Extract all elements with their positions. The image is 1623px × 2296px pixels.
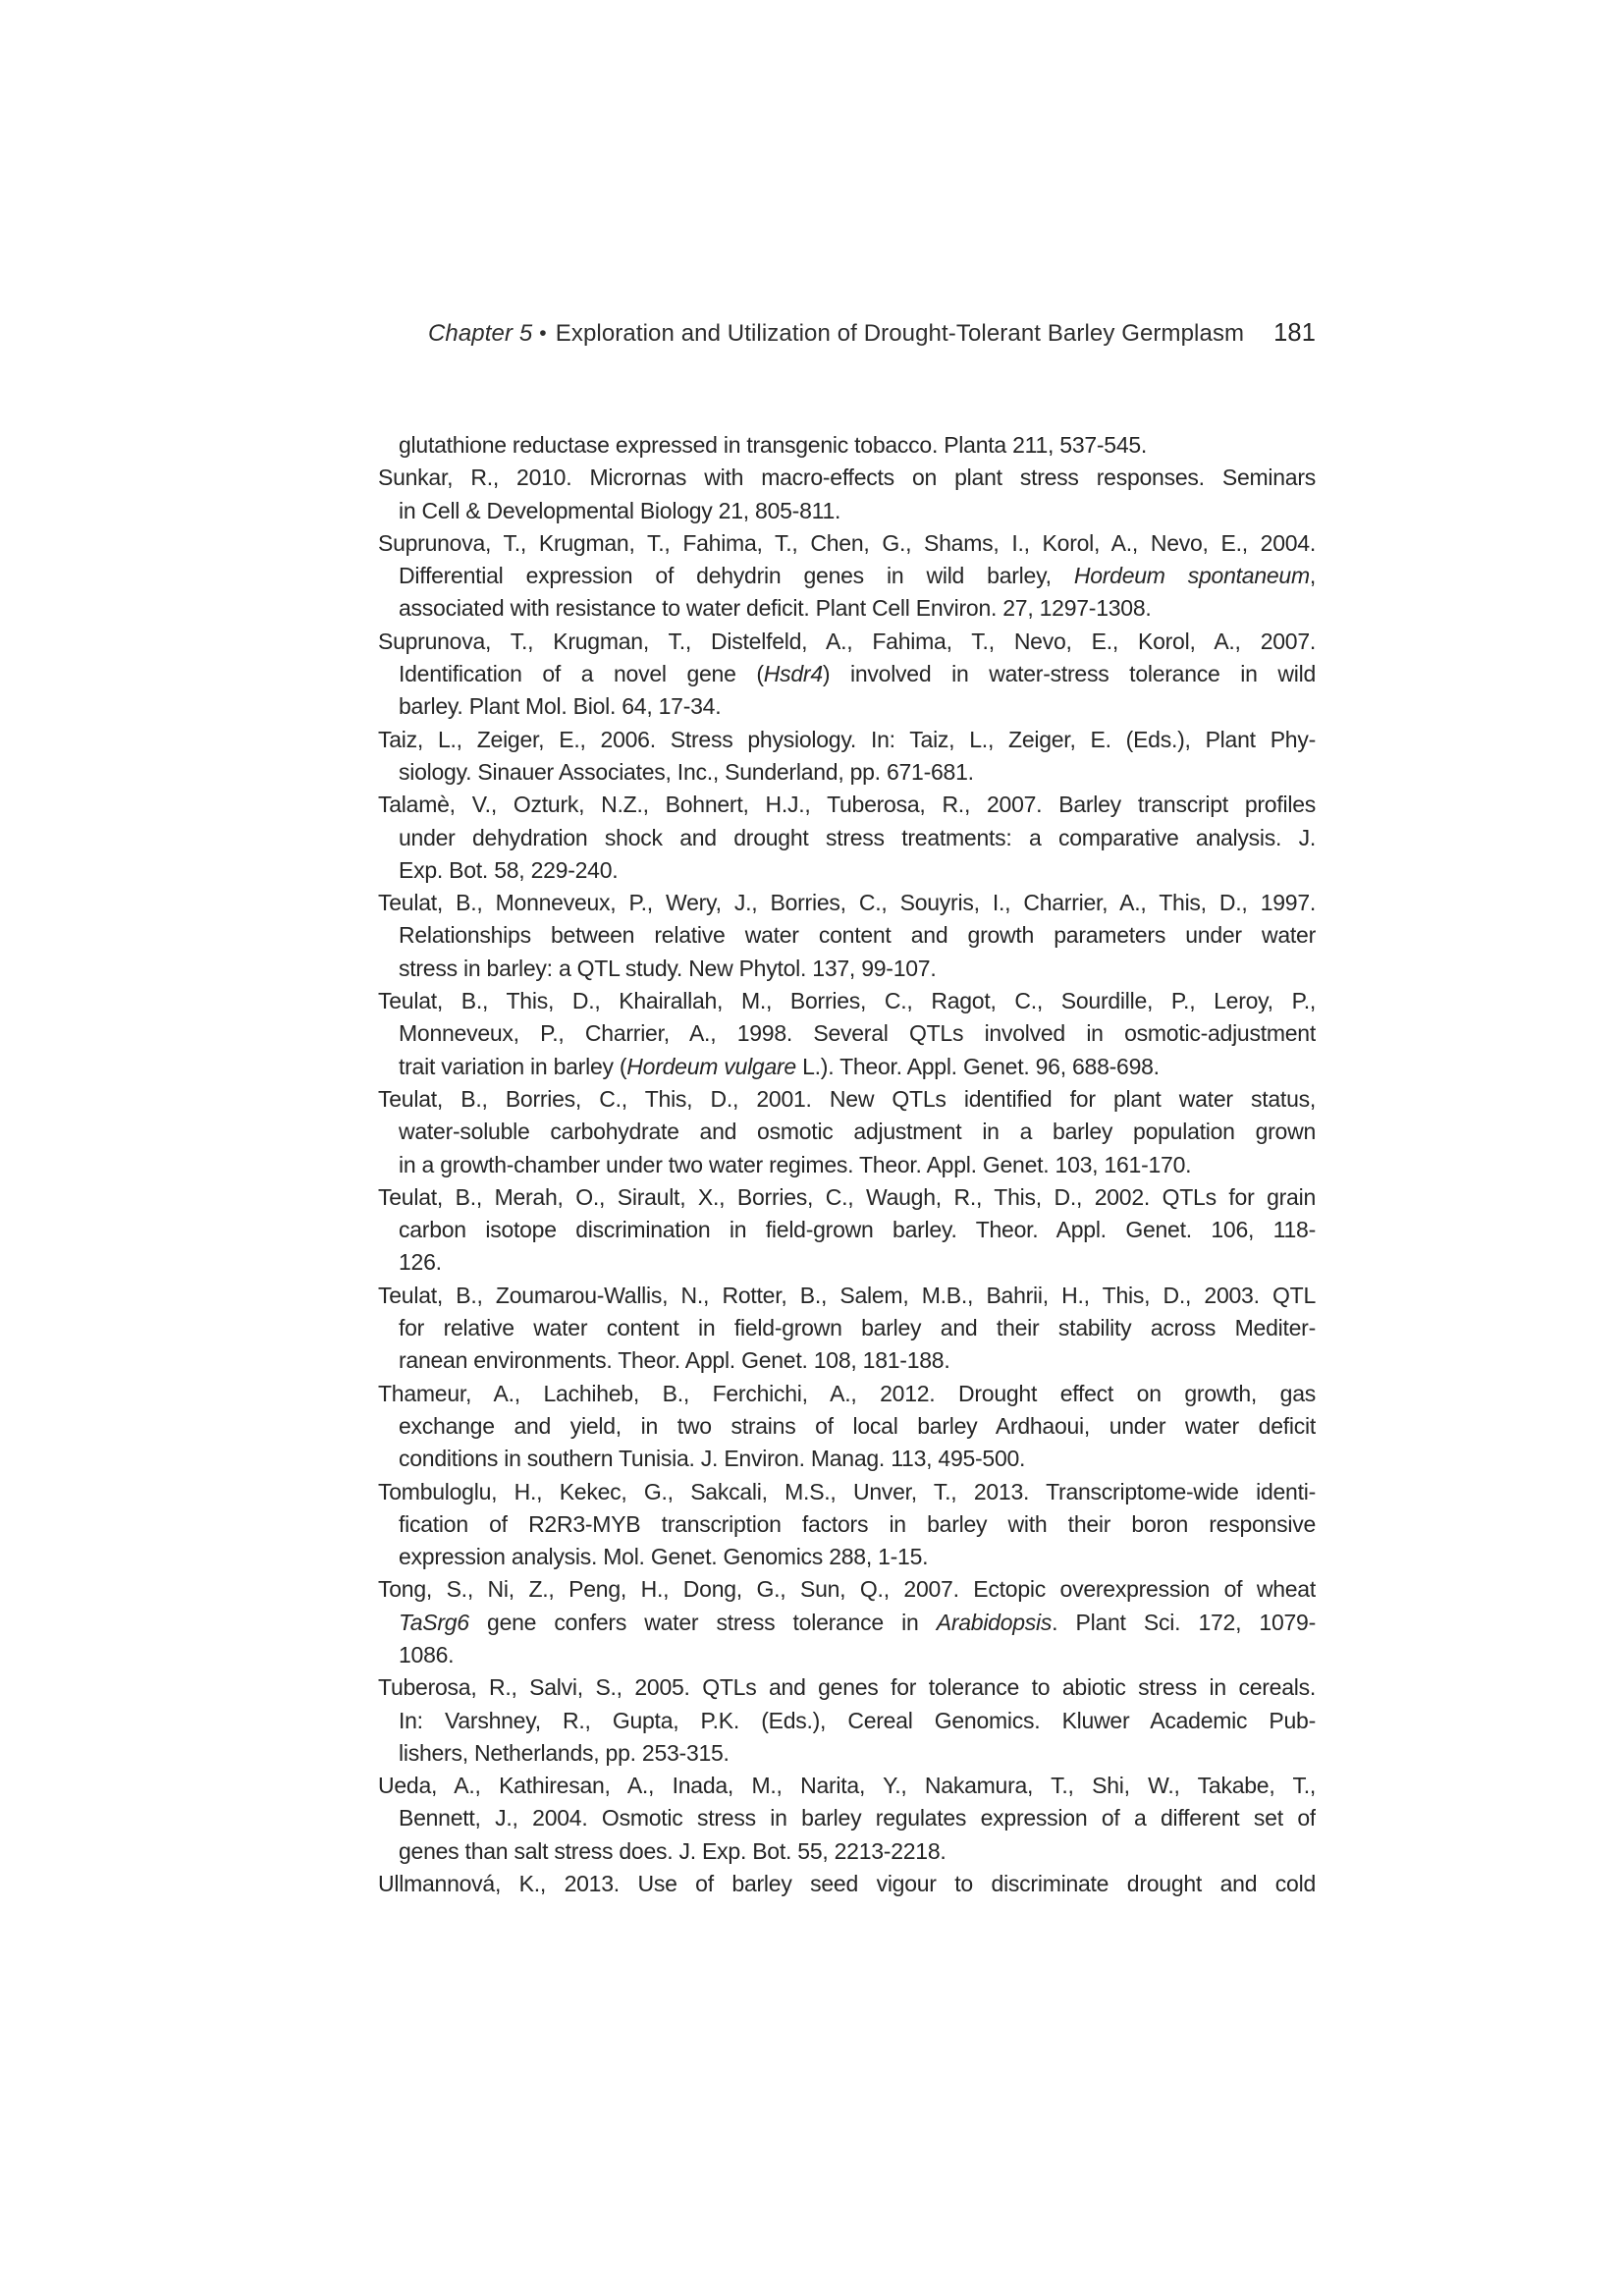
- reference-line: [378, 1051, 1316, 1083]
- reference-text: glutathione reductase expressed in transgenic tobacco. Planta 211, 537-545.: [399, 432, 1148, 458]
- reference-line: [378, 822, 1316, 854]
- reference-line: [378, 1476, 1316, 1508]
- reference-line: [378, 756, 1316, 789]
- reference-text: stress in barley: a QTL study. New Phytol. 137, 99-107.: [399, 955, 937, 981]
- reference-text: associated with resistance to water deficit. Plant Cell Environ. 27, 1297-1308.: [399, 595, 1152, 622]
- reference-text: Thameur, A., Lachiheb, B., Ferchichi, A., 2012. Drought effect on growth, gas: [378, 1380, 1316, 1406]
- reference-line: [378, 985, 1316, 1017]
- reference-text: trait variation in barley (: [399, 1053, 627, 1079]
- reference-line: [378, 1705, 1316, 1737]
- reference-text: siology. Sinauer Associates, Inc., Sunderland, pp. 671-681.: [399, 758, 974, 785]
- reference-line: [378, 1508, 1316, 1541]
- reference-text: Tuberosa, R., Salvi, S., 2005. QTLs and genes for tolerance to abiotic stress in cereals.: [378, 1674, 1316, 1701]
- running-head: [378, 318, 1316, 349]
- reference-line: [378, 658, 1316, 690]
- running-head-title: Exploration and Utilization of Drought-Tolerant Barley Germplasm: [555, 320, 1245, 347]
- reference-line: [378, 1312, 1316, 1344]
- reference-text: Tong, S., Ni, Z., Peng, H., Dong, G., Sun, Q., 2007. Ectopic overexpression of wheat: [378, 1576, 1316, 1603]
- reference-line: [378, 1770, 1316, 1802]
- reference-text: genes than salt stress does. J. Exp. Bot. 55, 2213-2218.: [399, 1837, 947, 1864]
- reference-line: [378, 560, 1316, 592]
- reference-line: [378, 1835, 1316, 1868]
- reference-line: [378, 1149, 1316, 1181]
- reference-line: [378, 953, 1316, 985]
- reference-line: [378, 1607, 1316, 1639]
- reference-line: [378, 1639, 1316, 1671]
- reference-text: Ueda, A., Kathiresan, A., Inada, M., Narita, Y., Nakamura, T., Shi, W., Takabe, T.,: [378, 1773, 1316, 1799]
- reference-line: [378, 724, 1316, 756]
- reference-text: L.). Theor. Appl. Genet. 96, 688-698.: [795, 1053, 1160, 1079]
- reference-text: in a growth-chamber under two water regimes. Theor. Appl. Genet. 103, 161-170.: [399, 1151, 1192, 1177]
- reference-text: conditions in southern Tunisia. J. Environ. Manag. 113, 495-500.: [399, 1446, 1026, 1472]
- reference-text: In: Varshney, R., Gupta, P.K. (Eds.), Cereal Genomics. Kluwer Academic Pub-: [399, 1707, 1316, 1733]
- reference-line: [378, 1410, 1316, 1443]
- reference-line: [378, 854, 1316, 887]
- reference-text: for relative water content in field-grown barley and their stability across Mediter-: [399, 1315, 1316, 1341]
- reference-text: Differential expression of dehydrin genes in wild barley,: [399, 563, 1074, 589]
- reference-line: [378, 1443, 1316, 1475]
- reference-text: Suprunova, T., Krugman, T., Fahima, T., Chen, G., Shams, I., Korol, A., Nevo, E., 2004.: [378, 529, 1316, 556]
- reference-line: [378, 462, 1316, 494]
- reference-text: lishers, Netherlands, pp. 253-315.: [399, 1739, 730, 1766]
- reference-italic-text: Hordeum spontaneum: [1073, 563, 1310, 589]
- reference-text: Talamè, V., Ozturk, N.Z., Bohnert, H.J., Tuberosa, R., 2007. Barley transcript profiles: [378, 792, 1316, 818]
- reference-line: [378, 1802, 1316, 1834]
- reference-line: [378, 495, 1316, 527]
- reference-line: [378, 429, 1316, 462]
- reference-text: Teulat, B., This, D., Khairallah, M., Borries, C., Ragot, C., Sourdille, P., Leroy, P.,: [378, 988, 1316, 1014]
- page-number: 181: [1273, 319, 1316, 347]
- reference-line: [378, 919, 1316, 952]
- reference-text: 1086.: [399, 1641, 455, 1667]
- reference-line: [378, 1017, 1316, 1050]
- references-list: [378, 429, 1316, 1900]
- reference-line: [378, 527, 1316, 560]
- reference-text: carbon isotope discrimination in field-grown barley. Theor. Appl. Genet. 106, 118-: [399, 1217, 1316, 1243]
- reference-text: exchange and yield, in two strains of local barley Ardhaoui, under water deficit: [399, 1412, 1316, 1439]
- reference-line: [378, 887, 1316, 919]
- reference-text: fication of R2R3-MYB transcription factors in barley with their boron responsive: [399, 1510, 1316, 1537]
- reference-line: [378, 1181, 1316, 1214]
- reference-line: [378, 1868, 1316, 1900]
- chapter-label: Chapter 5: [427, 320, 533, 347]
- reference-text: Teulat, B., Zoumarou-Wallis, N., Rotter, B., Salem, M.B., Bahrii, H., This, D., 2003. QTL: [378, 1282, 1316, 1308]
- reference-line: [378, 592, 1316, 625]
- reference-text: Tombuloglu, H., Kekec, G., Sakcali, M.S., Unver, T., 2013. Transcriptome-wide identi-: [378, 1478, 1316, 1504]
- bullet-separator: •: [539, 322, 547, 345]
- reference-text: barley. Plant Mol. Biol. 64, 17-34.: [399, 693, 722, 720]
- reference-text: Monneveux, P., Charrier, A., 1998. Several QTLs involved in osmotic-adjustment: [399, 1020, 1316, 1047]
- reference-text: Identification of a novel gene (: [399, 661, 764, 687]
- reference-text: ranean environments. Theor. Appl. Genet. 108, 181-188.: [399, 1347, 950, 1374]
- reference-line: [378, 789, 1316, 821]
- reference-text: Relationships between relative water content and growth parameters under water: [399, 922, 1316, 949]
- reference-text: Teulat, B., Monneveux, P., Wery, J., Borries, C., Souyris, I., Charrier, A., This, D., 1997.: [378, 890, 1316, 916]
- reference-line: [378, 1280, 1316, 1312]
- reference-text: Ullmannová, K., 2013. Use of barley seed vigour to discriminate drought and cold: [378, 1871, 1316, 1897]
- reference-text: expression analysis. Mol. Genet. Genomics 288, 1-15.: [399, 1544, 929, 1570]
- reference-text: water-soluble carbohydrate and osmotic adjustment in a barley population grown: [399, 1119, 1316, 1145]
- reference-text: Suprunova, T., Krugman, T., Distelfeld, A., Fahima, T., Nevo, E., Korol, A., 2007.: [378, 628, 1316, 654]
- reference-line: [378, 1573, 1316, 1606]
- reference-line: [378, 690, 1316, 723]
- reference-line: [378, 1344, 1316, 1377]
- reference-text: Teulat, B., Merah, O., Sirault, X., Borries, C., Waugh, R., This, D., 2002. QTLs for grain: [378, 1183, 1316, 1210]
- reference-line: [378, 1083, 1316, 1116]
- reference-italic-text: Arabidopsis: [936, 1609, 1053, 1635]
- reference-line: [378, 1214, 1316, 1246]
- reference-italic-text: TaSrg6: [399, 1609, 469, 1635]
- reference-text: Bennett, J., 2004. Osmotic stress in barley regulates expression of a different set of: [399, 1805, 1316, 1831]
- reference-line: [378, 1116, 1316, 1148]
- reference-text: gene confers water stress tolerance in: [468, 1609, 937, 1635]
- reference-line: [378, 1378, 1316, 1410]
- reference-line: [378, 1541, 1316, 1573]
- reference-text: . Plant Sci. 172, 1079-: [1052, 1609, 1316, 1635]
- reference-text: ) involved in water-stress tolerance in wild: [822, 661, 1316, 687]
- reference-text: Exp. Bot. 58, 229-240.: [399, 856, 619, 883]
- reference-text: ,: [1309, 563, 1316, 589]
- reference-text: 126.: [399, 1249, 442, 1276]
- reference-text: Taiz, L., Zeiger, E., 2006. Stress physiology. In: Taiz, L., Zeiger, E. (Eds.), Plant Phy-: [378, 726, 1316, 752]
- reference-text: in Cell & Developmental Biology 21, 805-811.: [399, 497, 841, 523]
- reference-line: [378, 1246, 1316, 1279]
- reference-line: [378, 626, 1316, 658]
- reference-italic-text: Hordeum vulgare: [626, 1053, 796, 1079]
- reference-line: [378, 1671, 1316, 1704]
- reference-text: under dehydration shock and drought stress treatments: a comparative analysis. J.: [399, 824, 1316, 850]
- reference-text: Teulat, B., Borries, C., This, D., 2001. New QTLs identified for plant water status,: [378, 1085, 1316, 1112]
- reference-text: Sunkar, R., 2010. Micrornas with macro-effects on plant stress responses. Seminars: [378, 465, 1316, 491]
- reference-line: [378, 1737, 1316, 1770]
- reference-italic-text: Hsdr4: [763, 661, 823, 687]
